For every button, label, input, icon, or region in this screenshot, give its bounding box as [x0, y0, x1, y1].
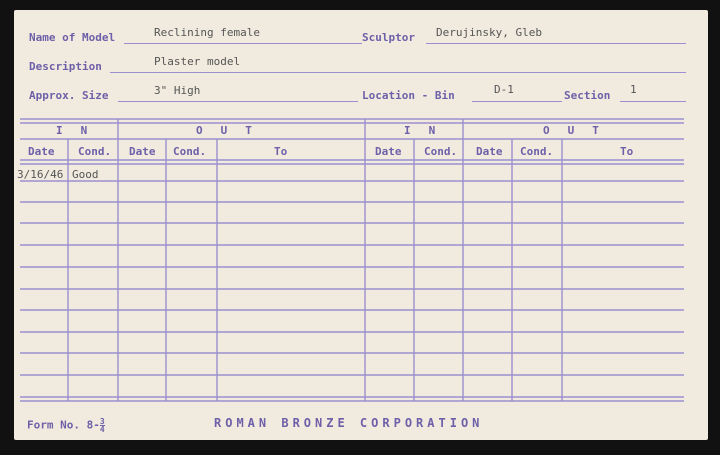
col-in-cond-2: Cond.	[424, 145, 458, 158]
row-1-in-cond: Good	[72, 168, 99, 181]
group-in-header-2: IN	[404, 124, 454, 137]
col-out-to-1: To	[274, 145, 288, 158]
col-out-cond-2: Cond.	[520, 145, 554, 158]
group-out-header-1: OUT	[196, 124, 270, 137]
form-number	[27, 418, 105, 433]
approx-size-label: Approx. Size	[29, 89, 109, 102]
col-out-cond-1: Cond.	[173, 145, 207, 158]
location-bin-value: D-1	[494, 83, 514, 96]
approx-size-value: 3" High	[154, 84, 201, 97]
row-1-in-date: 3/16/46	[17, 168, 64, 181]
sculptor-label: Sculptor	[362, 31, 415, 44]
col-out-date-1: Date	[129, 145, 156, 158]
group-out-header-2: OUT	[543, 124, 617, 137]
name-of-model-value: Reclining female	[154, 26, 260, 39]
corporation-name: ROMAN BRONZE CORPORATION	[214, 416, 484, 430]
col-out-date-2: Date	[476, 145, 503, 158]
col-in-cond-1: Cond.	[78, 145, 112, 158]
col-out-to-2: To	[620, 145, 634, 158]
ledger-grid	[14, 10, 708, 440]
col-in-date-1: Date	[28, 145, 55, 158]
location-bin-label: Location - Bin	[362, 89, 455, 102]
form-fraction-denominator: 4	[99, 425, 105, 434]
col-in-date-2: Date	[375, 145, 402, 158]
inventory-card	[14, 10, 708, 440]
name-of-model-label: Name of Model	[29, 31, 116, 44]
form-fraction-numerator: 3	[99, 417, 105, 426]
description-label: Description	[29, 60, 102, 73]
section-value: 1	[630, 83, 637, 96]
form-number-fraction	[100, 418, 105, 433]
sculptor-value: Derujinsky, Gleb	[436, 26, 542, 39]
form-number-label: Form No. 8-	[27, 418, 100, 432]
section-label: Section	[564, 89, 611, 102]
group-in-header-1: IN	[56, 124, 106, 137]
description-value: Plaster model	[154, 55, 241, 68]
